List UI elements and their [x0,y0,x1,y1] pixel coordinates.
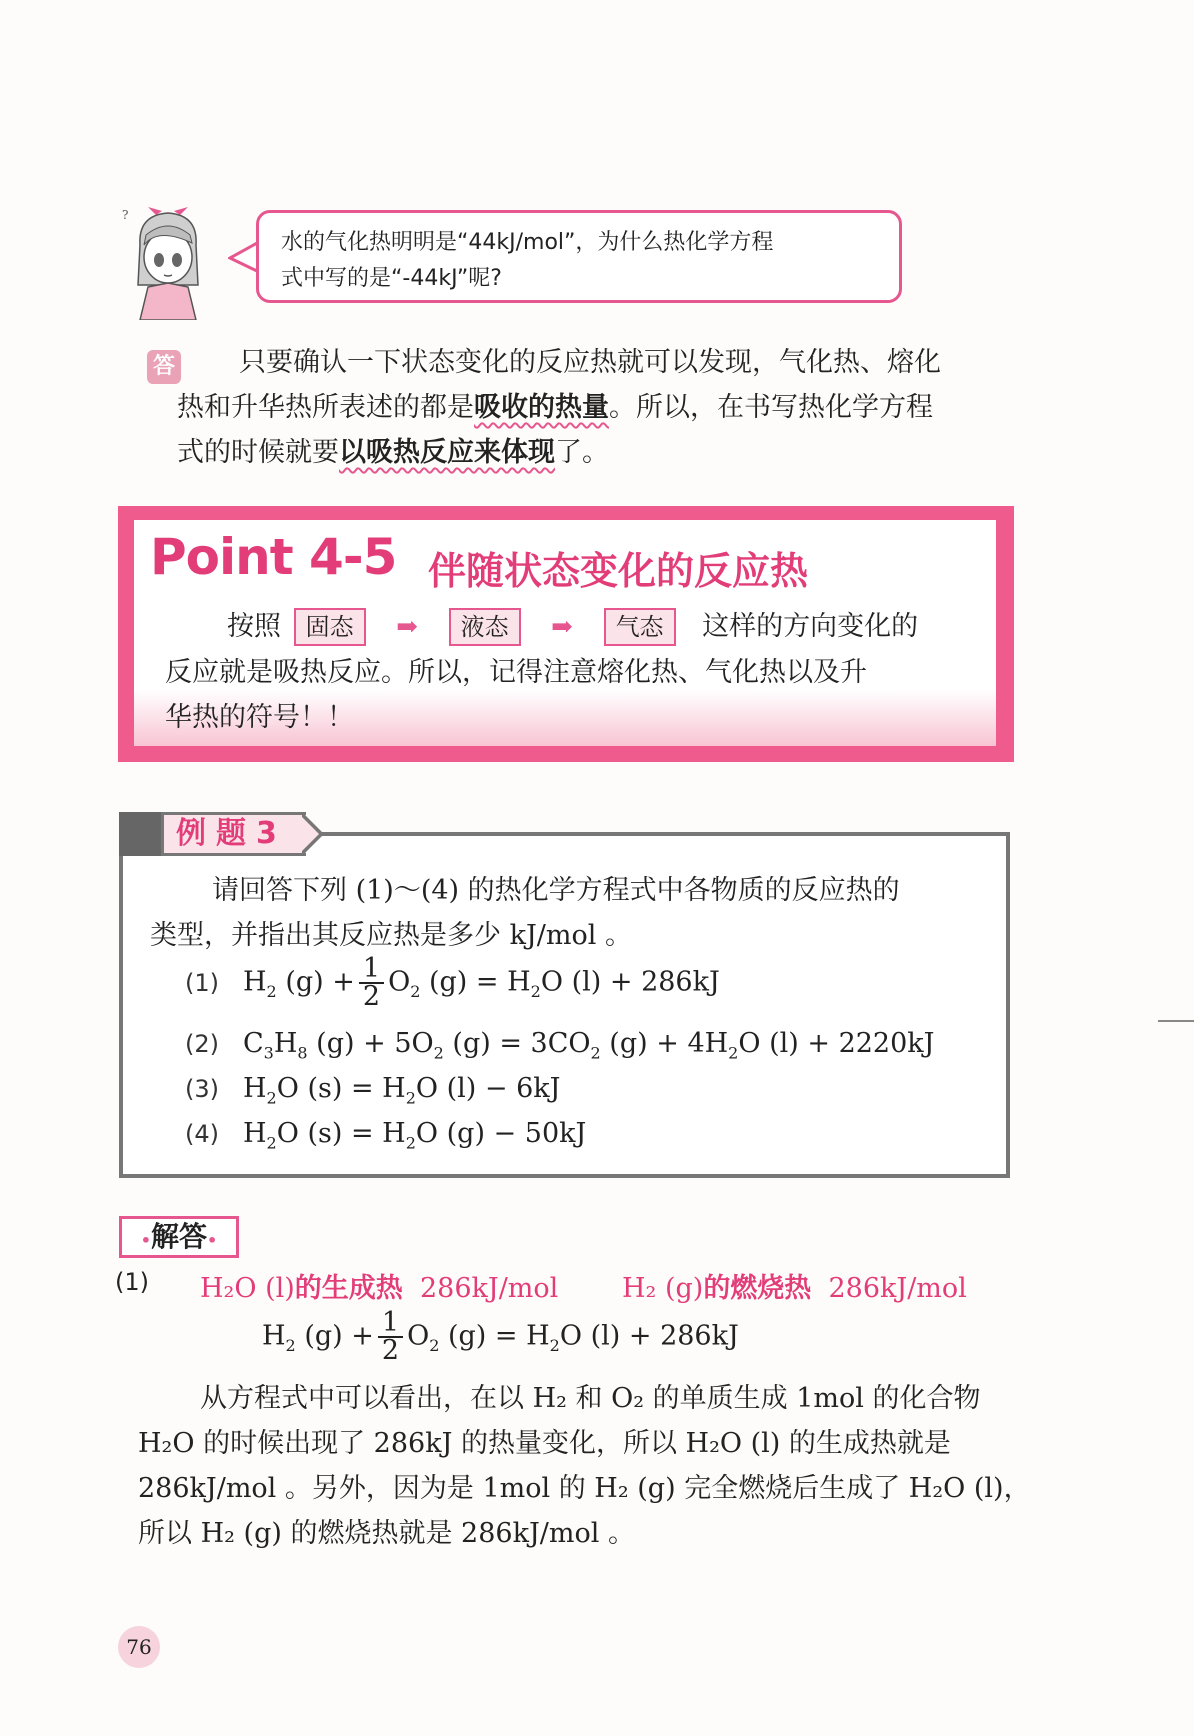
solution-b-label: 的燃烧热 [703,1273,812,1304]
solution-a-formula: H₂O (l) [200,1273,295,1304]
state-gas: 气态 [604,608,676,646]
question-bubble [256,210,902,303]
girl-character-illustration [118,205,218,320]
example-tab-arrow-fill [300,815,319,853]
solution-line-3: 286kJ/mol 。另外，因为是 1mol 的 H₂ (g) 完全燃烧后生成了 H₂O (l)， [138,1473,1031,1504]
point-line-1 [165,604,985,650]
state-solid: 固态 [294,608,366,646]
solution-line-4: 所以 H₂ (g) 的燃烧热就是 286kJ/mol 。 [138,1518,635,1549]
answer-text [177,340,1037,475]
fraction-one-half: $\frac{1}{2}$ [359,956,384,1010]
point-subtitle: 伴随状态变化的反应热 [428,549,809,593]
example-question-line-2: 类型，并指出其反应热是多少 kJ/mol 。 [150,920,632,951]
equation-2: (2) $C_3H_8$ $(g) + 5O_2$ $(g) = 3CO_2$ $(g) + 4H_2O$ (l) + 2220kJ [185,1028,935,1063]
equation-number: (1) [185,968,219,997]
arrow-right-icon: ➡ [551,612,573,642]
equation-number: (4) [185,1120,219,1148]
edge-mark [1158,1020,1194,1022]
solution-text [138,1376,1038,1556]
answer-line-2 [177,385,1037,430]
answer-line-2-b: 。所以，在书写热化学方程 [609,392,933,423]
example-tab-bar [119,812,161,856]
answer-emphasis-2: 以吸热反应来体现 [339,437,555,468]
point-tail: 这样的方向变化的 [702,611,919,642]
question-line-1: 水的气化热明明是“44kJ/mol”，为什么热化学方程 [281,230,774,255]
question-line-2: 式中写的是“-44kJ”呢? [281,266,502,291]
solution-equation: $H_2$ (g) + $\frac{1}{2}$ $O_2$ $(g) = H_2O$ (l) + 286kJ [262,1307,739,1366]
svg-text:?: ? [122,208,129,222]
solution-heading-a [200,1266,558,1305]
solution-b-value: 286kJ/mol [828,1273,967,1304]
page-number: 76 [118,1626,160,1668]
answer-line-1: 只要确认一下状态变化的反应热就可以发现，气化热、熔化 [239,347,941,378]
solution-a-value: 286kJ/mol [419,1273,559,1304]
answer-line-2-a: 热和升华热所表述的都是 [177,392,474,423]
equation-number: (3) [185,1075,219,1103]
answer-line-3 [177,430,1037,475]
example-tab: 例题3 [161,812,306,856]
point-lead: 按照 [227,611,281,642]
solution-number: (1) [115,1268,149,1296]
solution-tag: •解答• [119,1216,239,1258]
solution-line-2: H₂O 的时候出现了 286kJ 的热量变化，所以 H₂O (l) 的生成热就是 [138,1428,951,1459]
fraction-one-half: $\frac{1}{2}$ [378,1310,403,1364]
answer-line-3-b: 了。 [555,437,609,468]
point-line-2: 反应就是吸热反应。所以，记得注意熔化热、气化热以及升 [165,657,867,688]
point-body [165,604,985,740]
point-line-3: 华热的符号！！ [165,702,354,733]
solution-a-label: 的生成热 [294,1273,403,1304]
example-question [150,868,980,958]
solution-tag-label: 解答 [150,1220,207,1253]
equation-number: (2) [185,1030,219,1058]
solution-b-formula: H₂ (g) [622,1273,704,1304]
answer-icon: 答 [147,350,181,384]
equation-1: (1) $H_2$ (g) + $\frac{1}{2}$ $O_2$ $(g) = H_2O$ (l) + 286kJ [185,953,720,1012]
arrow-right-icon: ➡ [396,612,418,642]
solution-line-1: 从方程式中可以看出，在以 H₂ 和 O₂ 的单质生成 1mol 的化合物 [200,1383,981,1414]
equation-4: (4) $H_2O$ $(s) = H_2O$ (g) − 50kJ [185,1118,587,1153]
equation-3: (3) $H_2O$ $(s) = H_2O$ (l) − 6kJ [185,1073,561,1108]
example-question-line-1: 请回答下列 (1)～(4) 的热化学方程式中各物质的反应热的 [212,875,900,906]
point-title: Point 4-5 [150,528,397,586]
solution-heading-b [622,1266,967,1305]
answer-emphasis-1: 吸收的热量 [474,392,609,423]
answer-line-3-a: 式的时候就要 [177,437,339,468]
state-liquid: 液态 [449,608,521,646]
